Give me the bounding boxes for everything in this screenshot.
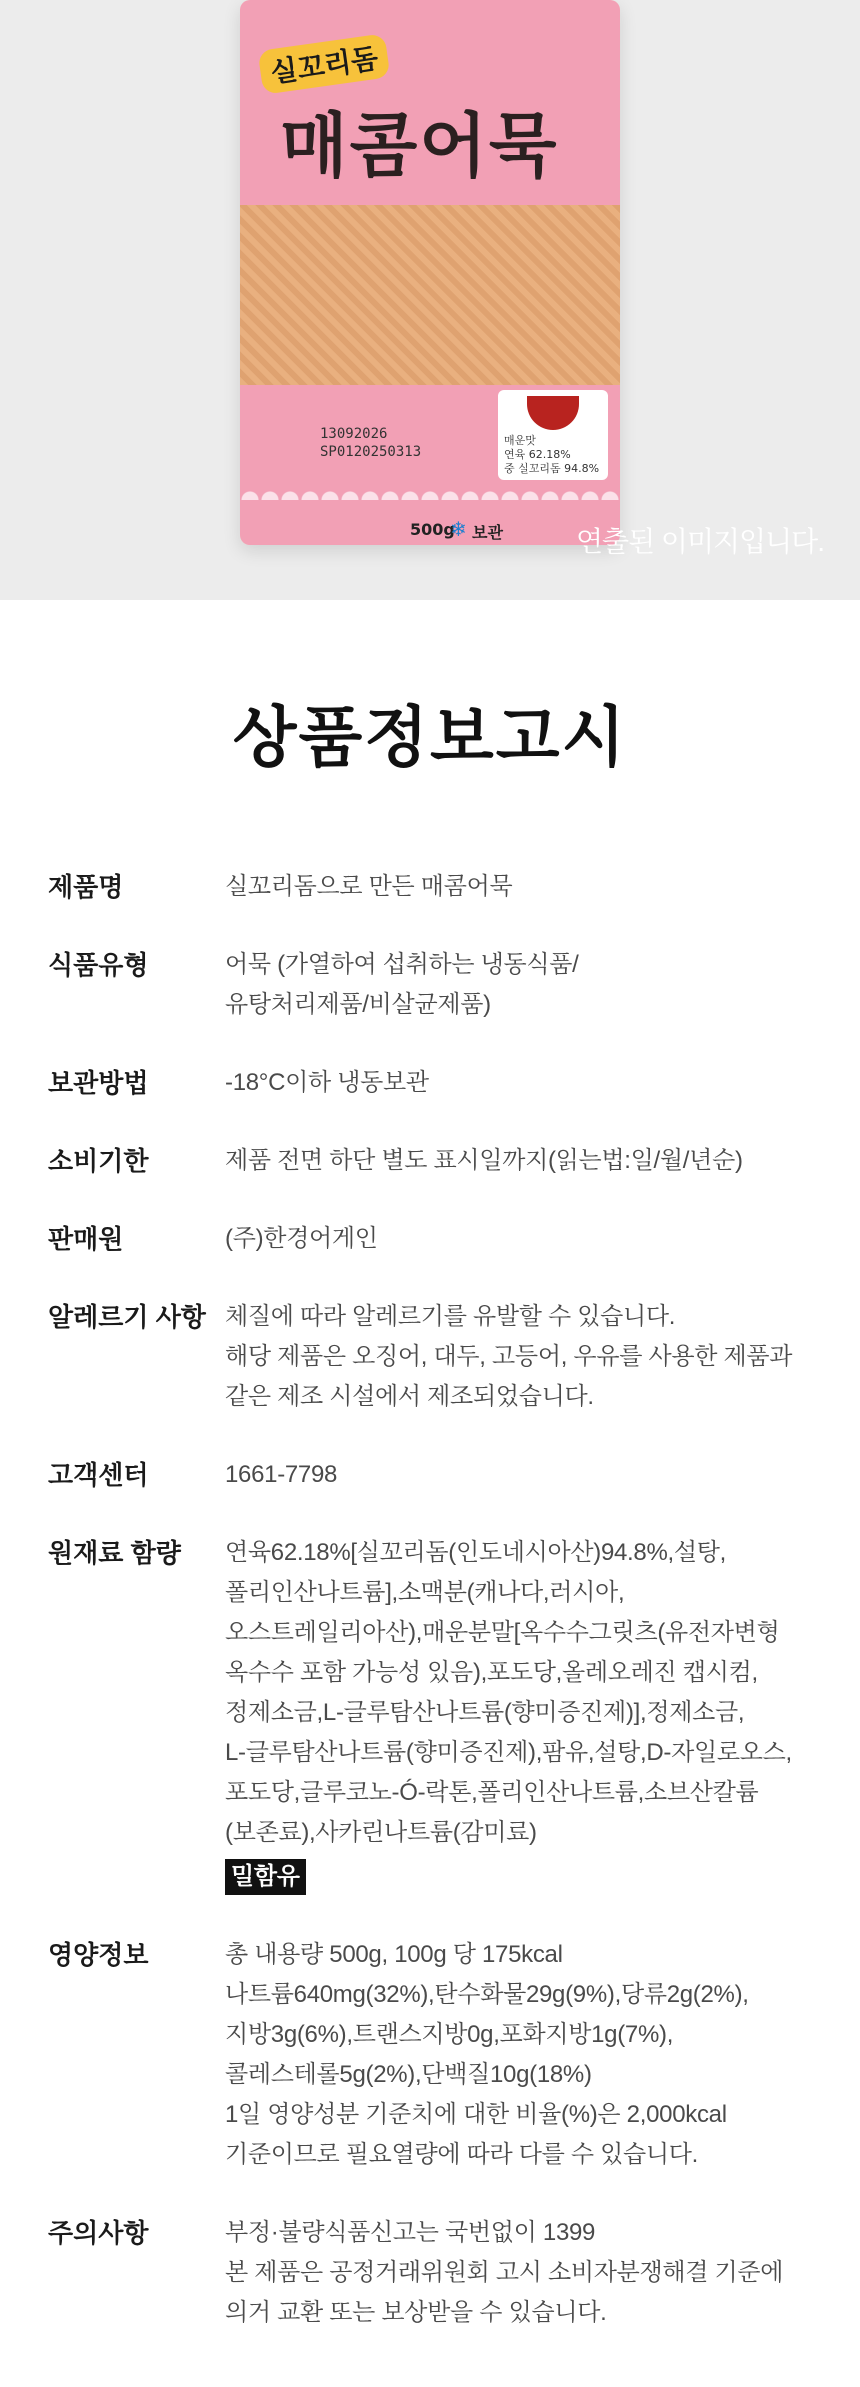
info-value-line: 같은 제조 시설에서 제조되었습니다. xyxy=(225,1383,594,1410)
lot-line: SP0120250313 xyxy=(320,444,422,460)
badge-line: 중 실꼬리돔 94.8% xyxy=(504,462,600,475)
info-value xyxy=(225,1219,836,1259)
spicy-badge xyxy=(498,390,608,480)
lot-number xyxy=(320,425,421,461)
page-title: 상품정보고시 xyxy=(232,700,628,774)
info-value-line: 정제소금,L-글루탐산나트륨(향미증진제)],정제소금, xyxy=(225,1699,745,1726)
product-photo xyxy=(0,0,860,600)
info-value-line: 오스트레일리아산),매운분말[옥수수그릿츠(유전자변형 xyxy=(225,1619,780,1646)
info-label: 식품유형 xyxy=(48,950,149,980)
storage-mark: 보관 xyxy=(472,523,503,542)
info-value-line: 지방3g(6%),트랜스지방0g,포화지방1g(7%), xyxy=(225,2021,674,2048)
info-value-line: 의거 교환 또는 보상받을 수 있습니다. xyxy=(225,2299,607,2326)
fishcake-package xyxy=(240,0,620,545)
info-value-line: 1일 영양성분 기준치에 대한 비율(%)은 2,000kcal xyxy=(225,2101,727,2128)
info-value-line: 유탕처리제품/비살균제품) xyxy=(225,991,491,1018)
info-value xyxy=(225,2213,836,2333)
info-value-line: (보존료),사카린나트륨(감미료) xyxy=(225,1819,537,1846)
info-label: 보관방법 xyxy=(48,1068,149,1098)
wave-pattern xyxy=(240,480,620,500)
info-label: 알레르기 사항 xyxy=(48,1302,206,1332)
info-value-line: 실꼬리돔으로 만든 매콤어묵 xyxy=(225,873,513,900)
info-row xyxy=(48,1935,836,2175)
fishcake-contents xyxy=(240,205,620,385)
info-value xyxy=(225,1063,836,1103)
info-row xyxy=(48,1533,836,1897)
allergen-highlight: 밀함유 xyxy=(225,1859,306,1895)
info-value-line: 옥수수 포함 가능성 있음),포도당,올레오레진 캡시컴, xyxy=(225,1659,758,1686)
info-row xyxy=(48,2213,836,2333)
info-value-line: 본 제품은 공정거래위원회 고시 소비자분쟁해결 기준에 xyxy=(225,2259,784,2286)
info-value-line: 콜레스테롤5g(2%),단백질10g(18%) xyxy=(225,2061,592,2088)
info-value xyxy=(225,1935,836,2175)
info-value-line: 폴리인산나트륨],소맥분(캐나다,러시아, xyxy=(225,1579,625,1606)
info-value-line: 포도당,글루코노-Ó-락톤,폴리인산나트륨,소브산칼륨 xyxy=(225,1779,759,1806)
info-value-line: (주)한경어게인 xyxy=(225,1225,378,1252)
info-value xyxy=(225,1297,836,1417)
package-title: 매콤어묵 xyxy=(280,105,559,187)
info-value-line: 해당 제품은 오징어, 대두, 고등어, 우유를 사용한 제품과 xyxy=(225,1343,793,1370)
package-weight: 500g xyxy=(410,520,455,539)
info-label: 판매원 xyxy=(48,1224,124,1254)
info-value xyxy=(225,945,836,1025)
info-value-line: 기준이므로 필요열량에 따라 다를 수 있습니다. xyxy=(225,2141,699,2168)
info-value-line: 총 내용량 500g, 100g 당 175kcal xyxy=(225,1941,563,1968)
info-value-line: 제품 전면 하단 별도 표시일까지(읽는법:일/월/년순) xyxy=(225,1147,743,1174)
info-row xyxy=(48,945,836,1025)
info-label: 주의사항 xyxy=(48,2218,149,2248)
photo-caption: 연출된 이미지입니다. xyxy=(576,526,824,557)
info-row xyxy=(48,867,836,907)
info-value-line: 체질에 따라 알레르기를 유발할 수 있습니다. xyxy=(225,1303,676,1330)
info-value xyxy=(225,1533,836,1897)
badge-line: 매운맛 xyxy=(504,434,536,447)
info-label: 제품명 xyxy=(48,872,124,902)
bowl-icon xyxy=(527,396,579,430)
info-value xyxy=(225,1141,836,1181)
info-row xyxy=(48,1455,836,1495)
lot-line: 13092026 xyxy=(320,426,388,442)
badge-line: 연육 62.18% xyxy=(504,448,571,461)
info-row xyxy=(48,1141,836,1181)
info-value-line: 나트륨640mg(32%),탄수화물29g(9%),당류2g(2%), xyxy=(225,1981,749,2008)
info-value-line: 1661-7798 xyxy=(225,1461,338,1488)
product-info-table xyxy=(0,867,860,2333)
info-value xyxy=(225,1455,836,1495)
snowflake-icon: ❄ xyxy=(450,517,467,541)
info-row xyxy=(48,1219,836,1259)
info-value-line: 어묵 (가열하여 섭취하는 냉동식품/ xyxy=(225,951,579,978)
info-value-line: -18°C이하 냉동보관 xyxy=(225,1069,429,1096)
info-label: 영양정보 xyxy=(48,1940,149,1970)
package-subtitle: 실꼬리돔 xyxy=(258,33,391,94)
info-label: 원재료 함량 xyxy=(48,1538,181,1568)
info-row xyxy=(48,1297,836,1417)
info-value xyxy=(225,867,836,907)
info-value-line: 부정·불량식품신고는 국번없이 1399 xyxy=(225,2219,596,2246)
info-row xyxy=(48,1063,836,1103)
info-label: 고객센터 xyxy=(48,1460,149,1490)
info-value-line: 연육62.18%[실꼬리돔(인도네시아산)94.8%,설탕, xyxy=(225,1539,727,1566)
info-value-line: L-글루탐산나트륨(향미증진제),팜유,설탕,D-자일로오스, xyxy=(225,1739,792,1766)
info-label: 소비기한 xyxy=(48,1146,149,1176)
